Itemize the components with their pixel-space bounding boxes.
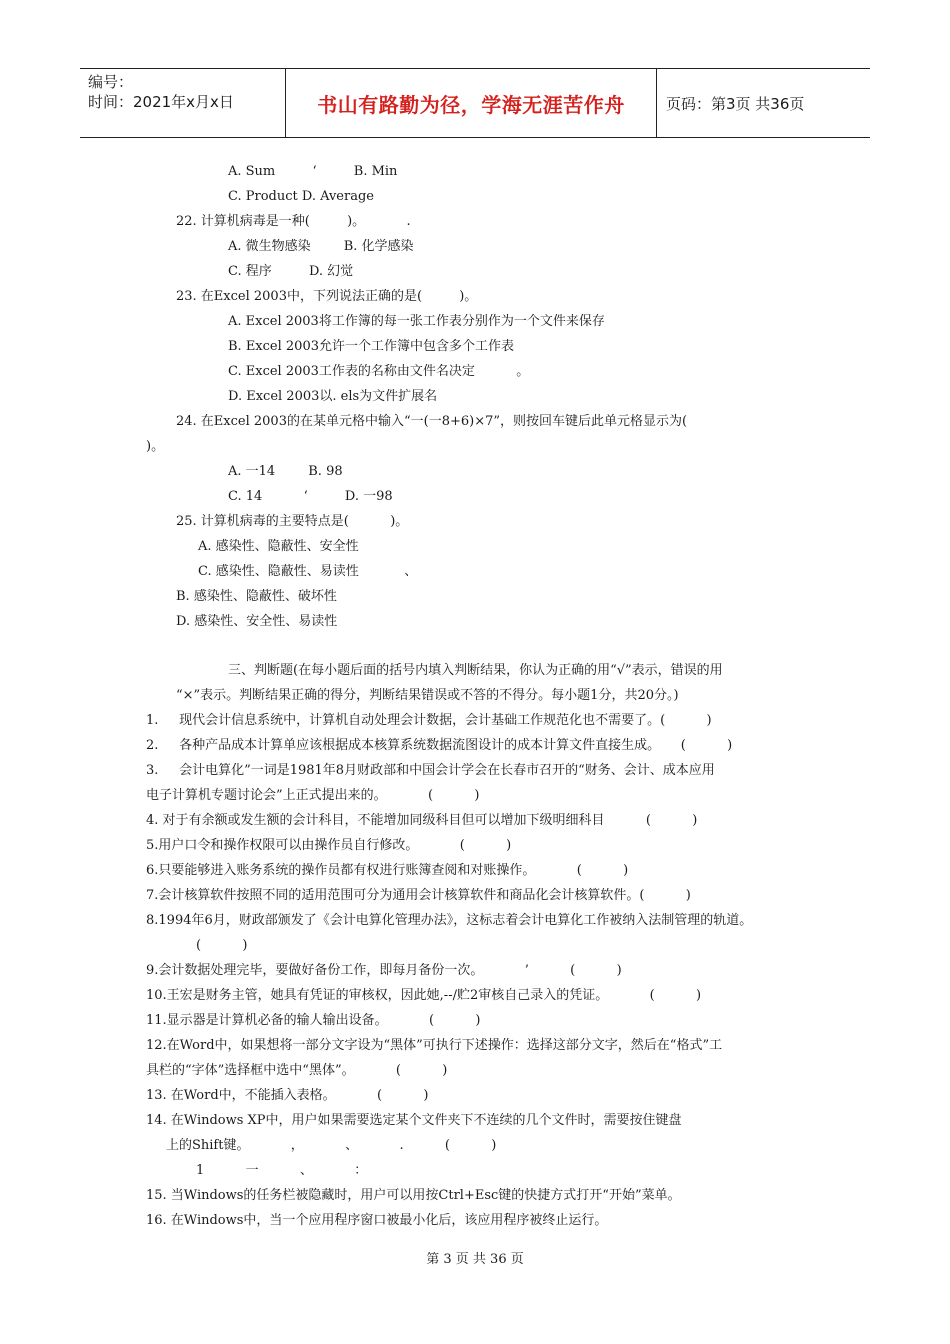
judgement-item: 14. 在Windows XP中，用户如果需要选定某个文件夹下不连续的几个文件时，需要按住键盘 [146, 1113, 682, 1128]
judgement-item: 7.会计核算软件按照不同的适用范围可分为通用会计核算软件和商品化会计核算软件。( ) [146, 888, 691, 903]
judgement-item: 16. 在Windows中，当一个应用程序窗口被最小化后，该应用程序被终止运行。 [146, 1213, 608, 1228]
motto-text: 书山有路勤为径，学海无涯苦作舟 [317, 92, 625, 117]
question-line: 22. 计算机病毒是一种( )。 . [176, 214, 411, 229]
judgement-item: 6.只要能够进入账务系统的操作员都有权进行账簿查阅和对账操作。 ( ) [146, 863, 629, 878]
judgement-item: 上的Shift键。 ， 、 . ( ) [166, 1138, 497, 1153]
question-line: 23. 在Excel 2003中，下列说法正确的是( )。 [176, 289, 478, 304]
option-line: B. Excel 2003允许一个工作簿中包含多个工作表 [228, 339, 514, 354]
question-line: 25. 计算机病毒的主要特点是( )。 [176, 514, 409, 529]
judgement-item: 3. 会计电算化”一词是1981年8月财政部和中国会计学会在长春市召开的“财务、会计、成本应用 [146, 763, 715, 778]
option-line: B. 感染性、隐蔽性、破坏性 [176, 589, 337, 604]
header-page-code [656, 69, 870, 137]
option-line: C. 感染性、隐蔽性、易读性 、 [198, 564, 418, 579]
option-line: C. Product D. Average [228, 189, 374, 204]
judgement-item: 10.王宏是财务主管，她具有凭证的审核权，因此她,--/贮2审核自己录入的凭证。 ( ) [146, 988, 702, 1003]
option-line: A. Sum ‘ B. Min [228, 164, 398, 179]
page-header [80, 68, 870, 138]
section-heading: 三、判断题(在每小题后面的括号内填入判断结果，你认为正确的用“√”表示，错误的用 [228, 663, 723, 678]
option-line: C. Excel 2003工作表的名称由文件名决定 。 [228, 364, 530, 379]
option-line: A. 感染性、隐蔽性、安全性 [198, 539, 359, 554]
page-code-text: 页码：第3页 共36页 [666, 94, 805, 113]
option-line: A. Excel 2003将工作簿的每一张工作表分别作为一个文件来保存 [228, 314, 605, 329]
option-line: D. 感染性、安全性、易读性 [176, 614, 338, 629]
option-line: C. 程序 D. 幻觉 [228, 264, 354, 279]
judgement-item: 1. 现代会计信息系统中，计算机自动处理会计数据，会计基础工作规范化也不需要了。( ) [146, 713, 712, 728]
stray-marks: 1 一 、 ： [196, 1163, 368, 1178]
judgement-item: 4. 对于有余额或发生额的会计科目，不能增加同级科目但可以增加下级明细科目 ( ) [146, 813, 698, 828]
option-line: D. Excel 2003以. els为文件扩展名 [228, 389, 438, 404]
date-label: 时间：2021年x月x日 [88, 93, 234, 111]
judgement-item: 15. 当Windows的任务栏被隐藏时，用户可以用按Ctrl+Esc键的快捷方式打开“开始”菜单。 [146, 1188, 681, 1203]
section-heading: “×”表示。判断结果正确的得分，判断结果错误或不答的不得分。每小题1分，共20分。) [176, 688, 679, 703]
serial-label: 编号： [88, 73, 134, 91]
judgement-item: ( ) [196, 938, 248, 953]
judgement-item: 电子计算机专题讨论会”上正式提出来的。 ( ) [146, 788, 480, 803]
judgement-item: 具栏的“字体”选择框中选中“黑体”。 ( ) [146, 1063, 448, 1078]
judgement-item: 5.用户口令和操作权限可以由操作员自行修改。 ( ) [146, 838, 512, 853]
judgement-item: 12.在Word中，如果想将一部分文字设为“黑体”可执行下述操作：选择这部分文字，然后在“格式”工 [146, 1038, 723, 1053]
header-meta [80, 69, 285, 137]
option-line: A. 一14 B. 98 [228, 464, 343, 479]
option-line: A. 微生物感染 B. 化学感染 [228, 239, 414, 254]
question-line: 24. 在Excel 2003的在某单元格中输入“一(一8+6)×7”，则按回车键后此单元格显示为( [176, 414, 688, 429]
question-line: )。 [146, 439, 165, 454]
judgement-item: 8.1994年6月，财政部颁发了《会计电算化管理办法》，这标志着会计电算化工作被纳入法制管理的轨道。 [146, 913, 753, 928]
judgement-item: 11.显示器是计算机必备的输人输出设备。 ( ) [146, 1013, 481, 1028]
header-motto-cell [285, 69, 657, 137]
page-footer: 第 3 页 共 36 页 [426, 1252, 524, 1267]
judgement-item: 13. 在Word中，不能插入表格。 ( ) [146, 1088, 429, 1103]
option-line: C. 14 ‘ D. 一98 [228, 489, 393, 504]
judgement-item: 9.会计数据处理完毕，要做好备份工作，即每月备份一次。 ’ ( ) [146, 963, 622, 978]
judgement-item: 2. 各种产品成本计算单应该根据成本核算系统数据流图设计的成本计算文件直接生成。 ( ) [146, 738, 733, 753]
